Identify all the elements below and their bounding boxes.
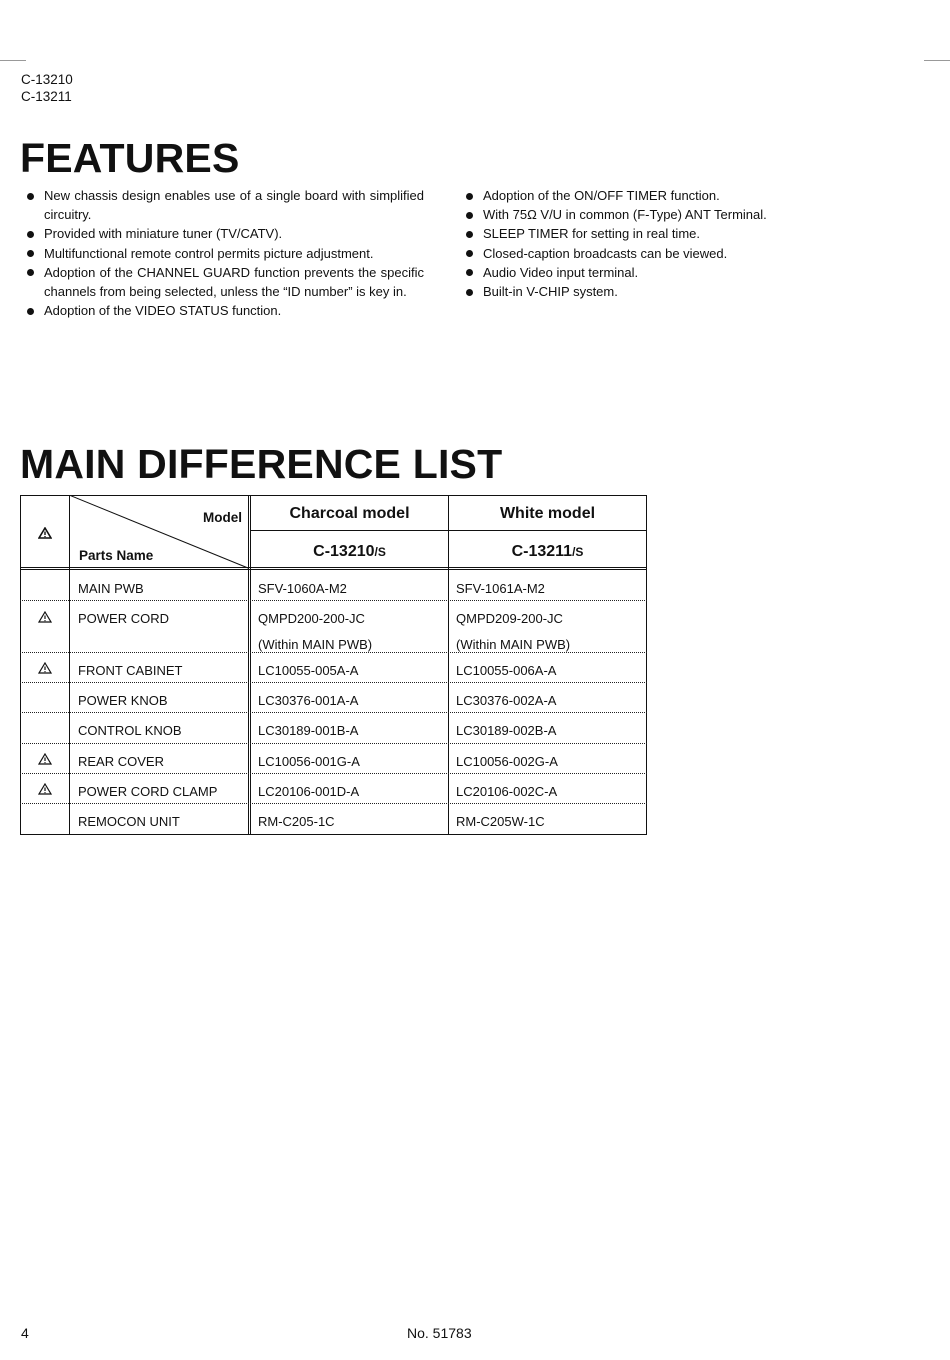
white-part-number: RM-C205W-1C (456, 814, 545, 829)
part-name: CONTROL KNOB (78, 723, 182, 738)
part-name: POWER CORD (78, 611, 169, 626)
model-code: C-13211 (21, 89, 72, 104)
features-heading: FEATURES (20, 135, 240, 181)
charcoal-part-number: LC30189-001B-A (258, 723, 359, 738)
charcoal-part-number: LC30376-001A-A (258, 693, 359, 708)
row-separator (20, 773, 647, 774)
white-part-number: LC10055-006A-A (456, 663, 557, 678)
feature-item: Adoption of the VIDEO STATUS function. (25, 301, 424, 320)
bullet-dot-icon (27, 308, 34, 315)
row-separator (20, 743, 647, 744)
charcoal-part-number: LC10056-001G-A (258, 754, 360, 769)
crop-mark-right (924, 60, 950, 61)
white-part-number: LC30189-002B-A (456, 723, 557, 738)
feature-item: SLEEP TIMER for setting in real time. (464, 224, 824, 243)
white-part-note: (Within MAIN PWB) (456, 637, 571, 652)
charcoal-part-number: LC20106-001D-A (258, 784, 360, 799)
charcoal-part-number: SFV-1060A-M2 (258, 581, 347, 596)
page-number: 4 (21, 1325, 29, 1341)
row-separator (20, 712, 647, 713)
white-part-number: LC30376-002A-A (456, 693, 557, 708)
charcoal-part-number: QMPD200-200-JC (258, 611, 365, 626)
feature-item: Audio Video input terminal. (464, 263, 824, 282)
feature-item: Closed-caption broadcasts can be viewed. (464, 244, 824, 263)
bullet-dot-icon (466, 193, 473, 200)
bullet-dot-icon (27, 250, 34, 257)
warning-triangle-icon (38, 527, 52, 539)
part-name: FRONT CABINET (78, 663, 183, 678)
part-name: POWER CORD CLAMP (78, 784, 218, 799)
warning-triangle-icon (38, 662, 52, 674)
document-number: No. 51783 (407, 1325, 472, 1341)
bullet-dot-icon (27, 231, 34, 238)
row-separator (20, 600, 647, 601)
feature-item: Adoption of the ON/OFF TIMER function. (464, 186, 824, 205)
warning-triangle-icon (38, 753, 52, 765)
charcoal-part-note: (Within MAIN PWB) (258, 637, 373, 652)
feature-item: With 75Ω V/U in common (F-Type) ANT Terminal. (464, 205, 824, 224)
bullet-dot-icon (466, 269, 473, 276)
feature-item: Multifunctional remote control permits picture adjustment. (25, 244, 424, 263)
charcoal-model-code: C-13210/S (313, 543, 386, 560)
warning-triangle-icon (38, 611, 52, 623)
white-model-header: White model (499, 505, 596, 522)
header-divider (250, 530, 647, 531)
bullet-dot-icon (27, 193, 34, 200)
bullet-dot-icon (27, 269, 34, 276)
parts-name-label: Parts Name (79, 548, 154, 563)
feature-item: New chassis design enables use of a single board with simplified circuitry. (25, 186, 424, 224)
difference-table (20, 495, 647, 835)
model-code: C-13210 (21, 72, 73, 87)
part-name: REMOCON UNIT (78, 814, 180, 829)
part-name: MAIN PWB (78, 581, 144, 596)
model-label: Model (203, 510, 242, 525)
white-part-number: LC10056-002G-A (456, 754, 558, 769)
bullet-dot-icon (466, 212, 473, 219)
header-bottom-line (20, 569, 647, 570)
charcoal-part-number: RM-C205-1C (258, 814, 335, 829)
feature-item: Adoption of the CHANNEL GUARD function prevents the specific channels from being selected, unless the “ID number” is key in. (25, 263, 424, 301)
crop-mark-left (0, 60, 26, 61)
features-list-right (464, 186, 824, 301)
part-name: REAR COVER (78, 754, 164, 769)
part-name: POWER KNOB (78, 693, 168, 708)
white-part-number: SFV-1061A-M2 (456, 581, 545, 596)
white-model-code: C-13211/S (511, 543, 584, 560)
model-codes (21, 71, 73, 105)
row-separator (20, 803, 647, 804)
white-part-number: LC20106-002C-A (456, 784, 558, 799)
row-separator (20, 682, 647, 683)
feature-item: Provided with miniature tuner (TV/CATV). (25, 224, 424, 243)
charcoal-model-header: Charcoal model (289, 505, 410, 522)
bullet-dot-icon (466, 289, 473, 296)
features-list-left (25, 186, 424, 320)
charcoal-part-number: LC10055-005A-A (258, 663, 359, 678)
feature-item: Built-in V-CHIP system. (464, 282, 824, 301)
white-part-number: QMPD209-200-JC (456, 611, 563, 626)
bullet-dot-icon (466, 250, 473, 257)
bullet-dot-icon (466, 231, 473, 238)
difference-list-heading: MAIN DIFFERENCE LIST (20, 441, 503, 487)
warning-triangle-icon (38, 783, 52, 795)
